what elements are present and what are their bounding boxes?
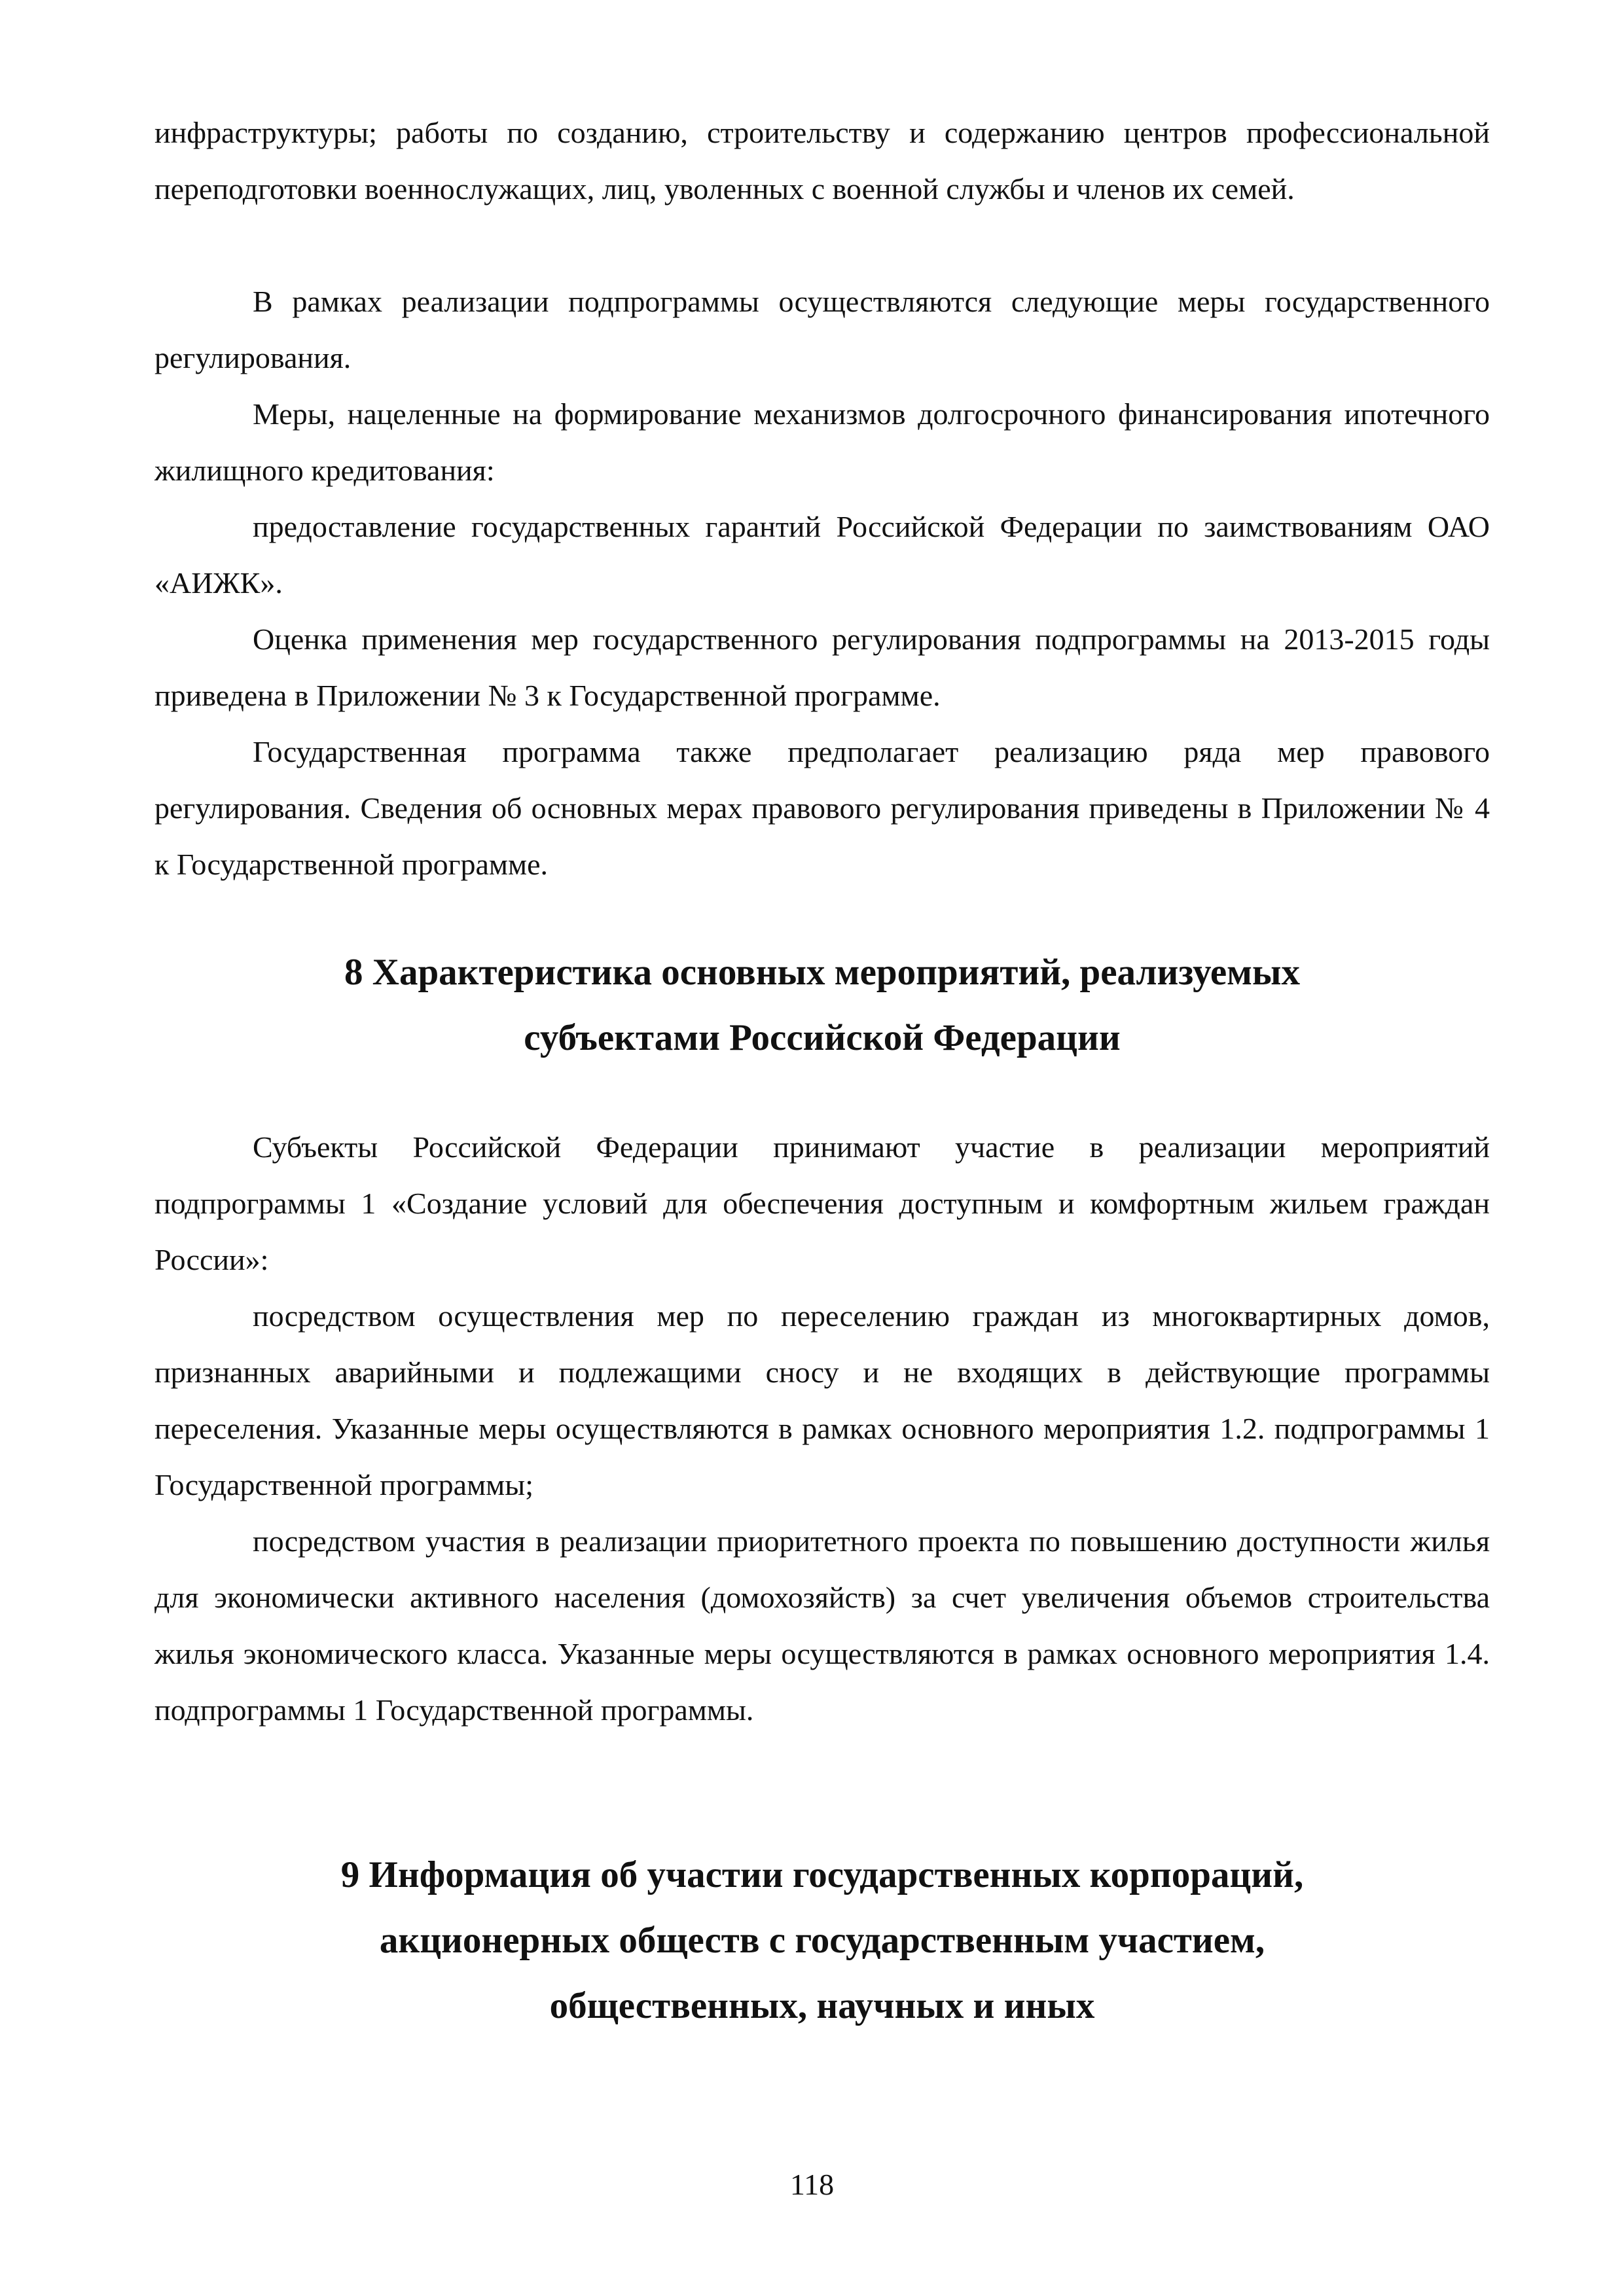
paragraph-text: посредством участия в реализации приоритетного проекта по повышению доступности жилья для экономически активного населения (домохозяйств) за счет увеличения объемов строительства жилья экономического класса. Указанные меры осуществляются в рамках основного мероприятия 1.4. подпрограммы 1 Государственной программы. — [154, 1524, 1490, 1727]
paragraph-text: Субъекты Российской Федерации принимают участие в реализации мероприятий подпрограммы 1 «Создание условий для обеспечения доступным и комфортным жильем граждан России»: — [154, 1130, 1490, 1276]
paragraph-text: Оценка применения мер государственного регулирования подпрограммы на 2013-2015 годы приведена в Приложении № 3 к Государственной программе. — [154, 622, 1490, 712]
paragraph-text: инфраструктуры; работы по созданию, строительству и содержанию центров профессиональной переподготовки военнослужащих, лиц, уволенных с военной службы и членов их семей. — [154, 116, 1490, 206]
paragraph-resettlement-measures — [154, 1288, 1490, 1513]
paragraph-legal-regulation-appendix-4 — [154, 724, 1490, 893]
section-8-heading: 8 Характеристика основных мероприятий, реализуемых субъектами Российской Федерации — [344, 952, 1300, 1058]
paragraph-state-guarantees — [154, 499, 1490, 611]
paragraph-regulation-measures-intro — [154, 274, 1490, 386]
paragraph-text: посредством осуществления мер по переселению граждан из многоквартирных домов, признанных аварийными и подлежащими сносу и не входящих в действующие программы переселения. Указанные меры осуществляются в рамках основного мероприятия 1.2. подпрограммы 1 Государственной программы; — [154, 1299, 1490, 1501]
paragraph-regions-participation — [154, 1119, 1490, 1288]
paragraph-infrastructure-continuation — [154, 105, 1490, 217]
paragraph-assessment-appendix-3 — [154, 611, 1490, 724]
section-9-heading: 9 Информация об участии государственных корпораций, акционерных обществ с государственным участием, общественных, научных и иных — [340, 1854, 1304, 2026]
paragraph-text: Государственная программа также предполагает реализацию ряда мер правового регулирования. Сведения об основных мерах правового регулирования приведены в Приложении № 4 к Государственной программе. — [154, 735, 1490, 881]
paragraph-text: В рамках реализации подпрограммы осуществляются следующие меры государственного регулирования. — [154, 285, 1490, 374]
paragraph-text: предоставление государственных гарантий Российской Федерации по заимствованиям ОАО «АИЖК». — [154, 510, 1490, 600]
paragraph-text: Меры, нацеленные на формирование механизмов долгосрочного финансирования ипотечного жилищного кредитования: — [154, 397, 1490, 487]
page-number: 118 — [789, 2168, 835, 2201]
paragraph-mortgage-financing-measures — [154, 386, 1490, 499]
paragraph-priority-project — [154, 1513, 1490, 1738]
